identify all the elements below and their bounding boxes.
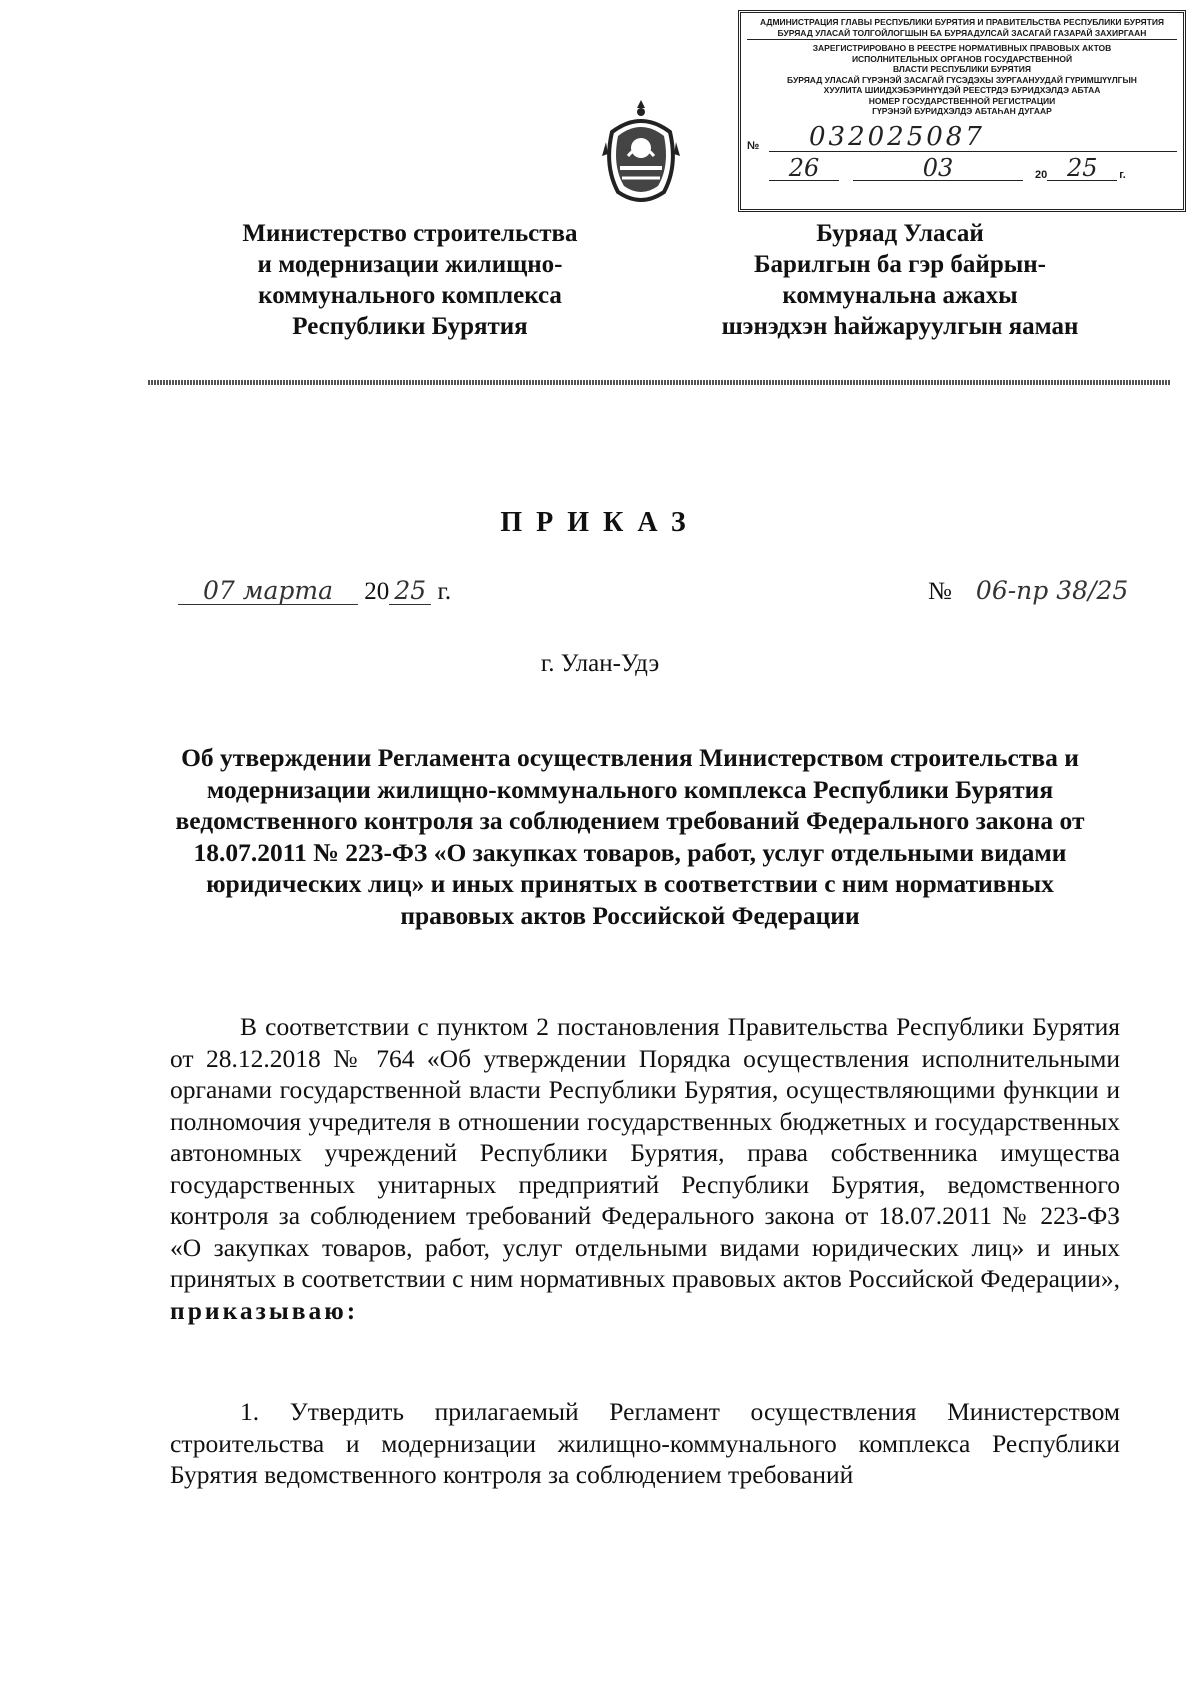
city: г. Улан-Удэ [540, 650, 660, 677]
org-name-line: и модернизации жилищно- [257, 251, 563, 278]
org-name-line: Республики Бурятия [292, 313, 528, 340]
document-title: ПРИКАЗ [500, 507, 700, 538]
order-date [178, 578, 451, 606]
order-number-handwritten: 06-пр 38/25 [975, 576, 1129, 605]
stamp-date-field [747, 153, 1177, 182]
registration-stamp [738, 10, 1186, 212]
org-name-line: Барилгын ба гэр байрын- [753, 251, 1046, 278]
order-date-suffix: г. [437, 578, 452, 605]
stamp-line: ИСПОЛНИТЕЛЬНЫХ ОРГАНОВ ГОСУДАРСТВЕННОЙ [851, 53, 1073, 64]
org-name-line: коммунальна ажахы [782, 282, 1018, 309]
stamp-number-field [747, 123, 1177, 152]
org-name-line: коммунального комплекса [258, 282, 562, 309]
stamp-date-day: 26 [769, 156, 839, 181]
stamp-date-year-prefix: 20 [1035, 169, 1048, 181]
stamp-line: ХУУЛИТА ШИИДХЭБЭРИНҮҮДЭЙ РЕЕСТРДЭ БУРИДХЭЛДЭ АБТАА [823, 85, 1101, 95]
order-item-1: 1. Утвердить прилагаемый Регламент осуществления Министерством строительства и модернизации жилищно-коммунального комплекса Республики Бурятия ведомственного контроля за соблюдением требований [170, 1397, 1120, 1489]
stamp-number-label: № [747, 140, 760, 152]
stamp-line: БУРЯАД УЛАСАЙ ГҮРЭНЭЙ ЗАСАГАЙ ГҮСЭДЭХЫ ЗУРГААНУУДАЙ ГҮРИМШҮҮЛГЫН [787, 74, 1137, 85]
order-number-label: № [928, 578, 952, 605]
stamp-line: ГҮРЭНЭЙ БУРИДХЭЛДЭ АБТАҺАН ДУГААР [872, 106, 1052, 116]
stamp-registration-number: 032025087 [769, 123, 1177, 152]
stamp-line: ВЛАСТИ РЕСПУБЛИКИ БУРЯТИЯ [892, 64, 1032, 74]
order-date-handwritten: 07 марта [178, 578, 358, 605]
stamp-line: НОМЕР ГОСУДАРСТВЕННОЙ РЕГИСТРАЦИИ [868, 95, 1056, 106]
org-name-buryat [650, 218, 1150, 342]
stamp-date-suffix: г. [1119, 169, 1126, 181]
stamp-line: ЗАРЕГИСТРИРОВАНО В РЕЕСТРЕ НОРМАТИВНЫХ ПРАВОВЫХ АКТОВ [812, 43, 1112, 53]
coat-of-arms-emblem [598, 96, 684, 212]
order-number [928, 578, 1146, 606]
order-verb: приказываю: [170, 1295, 359, 1325]
org-name-line: Министерство строительства [242, 220, 578, 247]
stamp-line: БУРЯАД УЛАСАЙ ТОЛГОЙЛОГШЫН БА БУРЯАДУЛСАЙ ЗАСАГАЙ ГАЗАРАЙ ЗАХИРГААН [777, 27, 1147, 38]
preamble-text: В соответствии с пунктом 2 постановления Правительства Республики Бурятия от 28.12.2018 № 764 «Об утверждении Порядка осуществления исполнительными органами государственной власти Республики Бурятия, осуществляющими функции и полномочия учредителя в отношении государственных бюджетных и государственных автономных учреждений Республики Бурятия, права собственника имущества государственных унитарных предприятий Республики Бурятия, ведомственного контроля за соблюдением требований Федерального закона от 18.07.2011 № 223-ФЗ «О закупках товаров, работ, услуг отдельными видами юридических лиц» и иных принятых в соответствии с ним нормативных правовых актов Российской Федерации», [170, 1012, 1120, 1293]
stamp-date-month: 03 [853, 156, 1023, 181]
org-name-line: шэнэдхэн һайжаруулгын яаман [721, 313, 1079, 340]
order-date-year: 25 [389, 578, 431, 605]
preamble-paragraph [170, 1011, 1120, 1326]
stamp-line: АДМИНИСТРАЦИЯ ГЛАВЫ РЕСПУБЛИКИ БУРЯТИЯ И ПРАВИТЕЛЬСТВА РЕСПУБЛИКИ БУРЯТИЯ [759, 17, 1165, 27]
header-divider [148, 380, 1170, 385]
stamp-divider [747, 39, 1177, 40]
stamp-date-year: 25 [1047, 156, 1117, 181]
org-name-line: Буряад Уласай [816, 220, 984, 247]
org-name-russian [160, 218, 660, 342]
order-date-year-prefix: 20 [364, 578, 390, 605]
document-subject: Об утверждении Регламента осуществления Министерством строительства и модернизации жилищно-коммунального комплекса Республики Бурятия ведомственного контроля за соблюдением требований Федерального закона от 18.07.2011 № 223-ФЗ «О закупках товаров, работ, услуг отдельными видами юридических лиц» и иных принятых в соответствии с ним нормативных правовых актов Российской Федерации [175, 743, 1085, 930]
